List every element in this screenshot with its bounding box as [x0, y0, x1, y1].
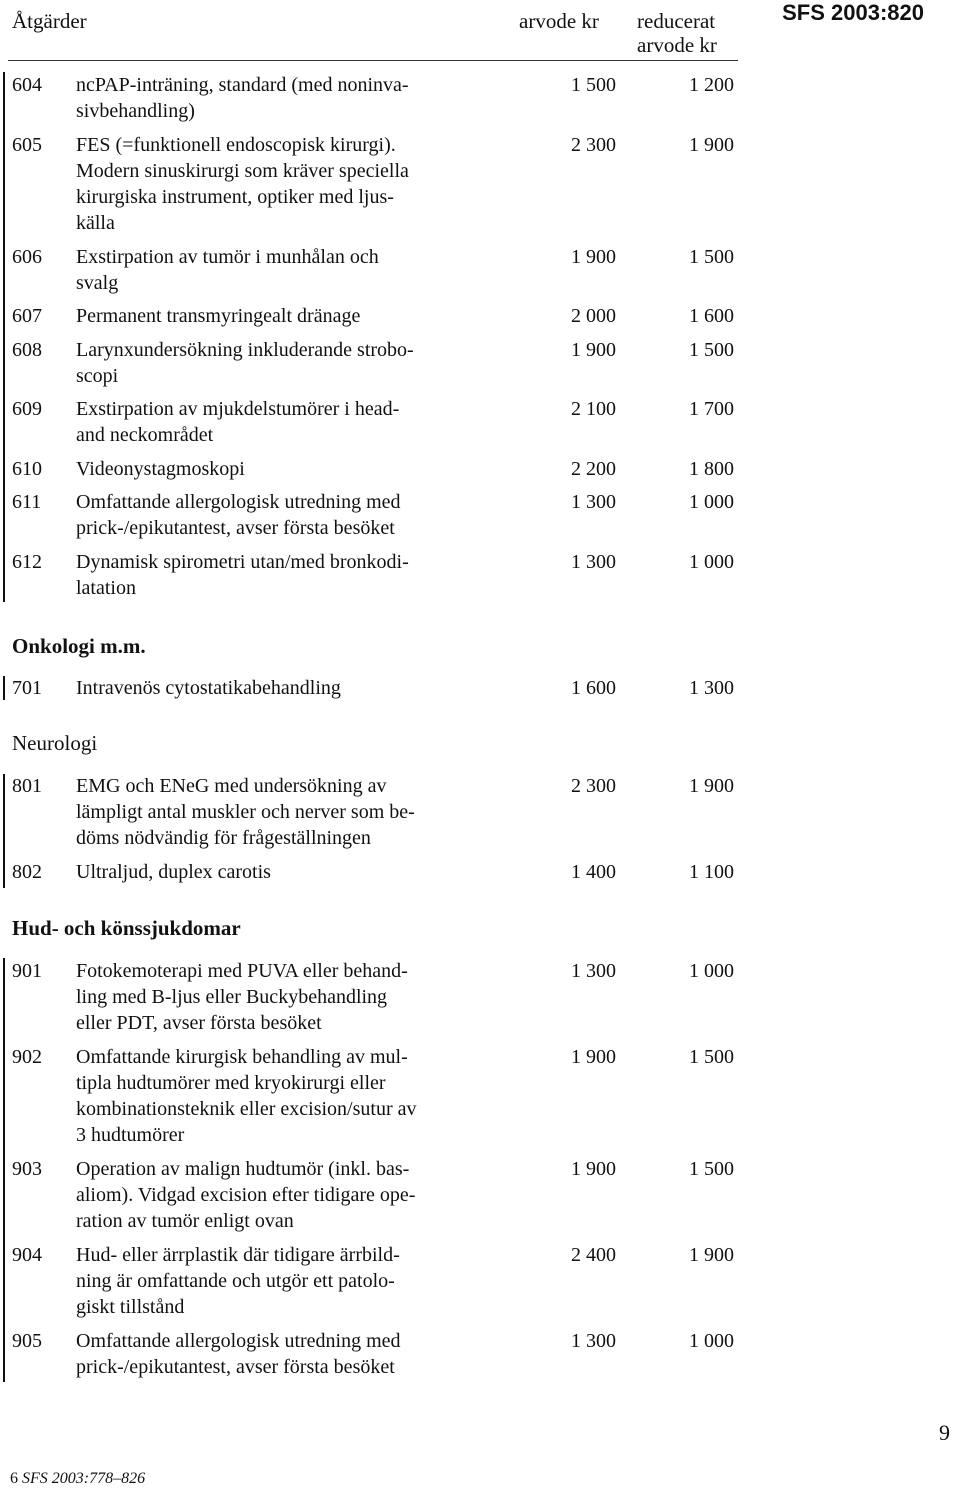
action-description: FES (=funktionell endoscopisk kirurgi). Modern sinuskirurgi som kräver speciella kirurgiska instrument, optiker med ljus- källa: [76, 134, 409, 234]
action-description: Dynamisk spirometri utan/med bronkodi- latation: [76, 551, 409, 599]
action-description: EMG och ENeG med undersökning av lämpligt antal muskler och nerver som be- döms nödvändig för frågeställningen: [76, 775, 415, 849]
section-title-onkologi: Onkologi m.m.: [12, 634, 146, 658]
action-description: Fotokemoterapi med PUVA eller behand- ling med B-ljus eller Buckybehandling eller PDT, avser första besöket: [76, 960, 408, 1034]
reduced-fee-value: 1 000: [689, 960, 734, 982]
action-description: Operation av malign hudtumör (inkl. bas- aliom). Vidgad excision efter tidigare ope- ration av tumör enligt ovan: [76, 1158, 416, 1232]
action-description: Ultraljud, duplex carotis: [76, 861, 271, 883]
page-footer-reference: SFS 2003:778–826: [22, 1470, 146, 1487]
action-code: 701: [12, 677, 42, 699]
action-description: Videonystagmoskopi: [76, 458, 245, 480]
action-code: 901: [12, 960, 42, 982]
action-description: Omfattande allergologisk utredning med prick-/epikutantest, avser första besöket: [76, 1330, 401, 1378]
fee-value: 1 400: [571, 861, 616, 883]
change-bar-group3: [3, 774, 5, 888]
section-title-hud: Hud- och könssjukdomar: [12, 916, 241, 940]
fee-value: 2 200: [571, 458, 616, 480]
reduced-fee-value: 1 900: [689, 134, 734, 156]
page-number-left: 6: [10, 1470, 18, 1487]
action-code: 801: [12, 775, 42, 797]
action-description: Exstirpation av tumör i munhålan och svalg: [76, 246, 379, 294]
action-code: 605: [12, 134, 42, 156]
action-code: 904: [12, 1244, 42, 1266]
action-description: Intravenös cytostatikabehandling: [76, 677, 341, 699]
action-code: 610: [12, 458, 42, 480]
column-header-actions: Åtgärder: [12, 9, 87, 33]
sfs-header-label: SFS 2003:820: [782, 0, 924, 25]
action-code: 607: [12, 305, 42, 327]
reduced-fee-value: 1 000: [689, 491, 734, 513]
reduced-fee-value: 1 500: [689, 339, 734, 361]
fee-value: 2 300: [571, 775, 616, 797]
action-code: 604: [12, 74, 42, 96]
change-bar-group4: [3, 958, 5, 1382]
reduced-fee-value: 1 900: [689, 1244, 734, 1266]
column-header-reduced-line2: arvode kr: [637, 33, 717, 57]
action-code: 905: [12, 1330, 42, 1352]
reduced-fee-value: 1 100: [689, 861, 734, 883]
section-title-neurologi: Neurologi: [12, 731, 98, 755]
fee-value: 1 300: [571, 1330, 616, 1352]
fee-value: 2 300: [571, 134, 616, 156]
change-bar-group1: [3, 72, 5, 602]
action-code: 609: [12, 398, 42, 420]
action-description: Omfattande allergologisk utredning med prick-/epikutantest, avser första besöket: [76, 491, 401, 539]
action-description: Exstirpation av mjukdelstumörer i head- and neckområdet: [76, 398, 400, 446]
reduced-fee-value: 1 900: [689, 775, 734, 797]
fee-value: 1 300: [571, 960, 616, 982]
reduced-fee-value: 1 200: [689, 74, 734, 96]
action-code: 902: [12, 1046, 42, 1068]
fee-value: 2 100: [571, 398, 616, 420]
fee-value: 1 900: [571, 1158, 616, 1180]
reduced-fee-value: 1 700: [689, 398, 734, 420]
page-footer-left: [10, 1470, 145, 1488]
fee-value: 2 400: [571, 1244, 616, 1266]
fee-value: 1 900: [571, 339, 616, 361]
reduced-fee-value: 1 300: [689, 677, 734, 699]
action-description: Hud- eller ärrplastik där tidigare ärrbild- ning är omfattande och utgör ett patolo- giskt tillstånd: [76, 1244, 400, 1318]
fee-value: 2 000: [571, 305, 616, 327]
page-number-right: 9: [939, 1420, 950, 1445]
action-code: 606: [12, 246, 42, 268]
fee-value: 1 300: [571, 551, 616, 573]
action-code: 608: [12, 339, 42, 361]
reduced-fee-value: 1 800: [689, 458, 734, 480]
fee-value: 1 500: [571, 74, 616, 96]
fee-value: 1 900: [571, 246, 616, 268]
reduced-fee-value: 1 500: [689, 246, 734, 268]
action-code: 611: [12, 491, 42, 513]
column-header-fee: arvode kr: [519, 9, 599, 33]
action-code: 903: [12, 1158, 42, 1180]
action-description: ncPAP-inträning, standard (med noninva- sivbehandling): [76, 74, 409, 122]
column-header-reduced-line1: reducerat: [637, 9, 716, 33]
change-bar-group2: [3, 676, 5, 700]
reduced-fee-value: 1 000: [689, 551, 734, 573]
action-code: 612: [12, 551, 42, 573]
fee-value: 1 900: [571, 1046, 616, 1068]
action-description: Larynxundersökning inkluderande strobo- scopi: [76, 339, 414, 387]
fee-value: 1 300: [571, 491, 616, 513]
action-code: 802: [12, 861, 42, 883]
reduced-fee-value: 1 000: [689, 1330, 734, 1352]
action-description: Omfattande kirurgisk behandling av mul- tipla hudtumörer med kryokirurgi eller kombinationsteknik eller excision/sutur av 3 hudtumörer: [76, 1046, 417, 1146]
reduced-fee-value: 1 500: [689, 1046, 734, 1068]
action-description: Permanent transmyringealt dränage: [76, 305, 361, 327]
fee-value: 1 600: [571, 677, 616, 699]
header-rule: [8, 60, 738, 61]
reduced-fee-value: 1 500: [689, 1158, 734, 1180]
reduced-fee-value: 1 600: [689, 305, 734, 327]
